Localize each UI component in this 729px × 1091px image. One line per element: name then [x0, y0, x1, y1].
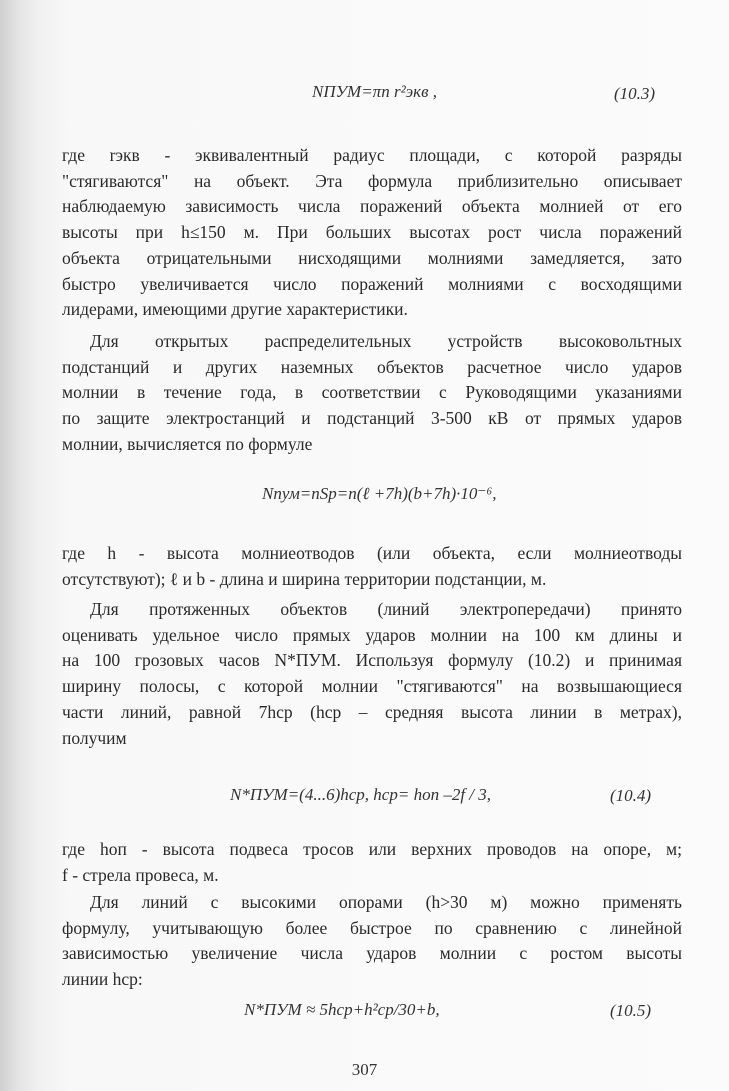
text-line: высоты при h≤150 м. При больших высотах рост числа поражений — [62, 222, 682, 243]
text-line: оценивать удельное число прямых ударов молнии на 100 км длины и — [62, 624, 682, 645]
text-line: лидерами, имеющими другие характеристики. — [62, 299, 408, 320]
text-line: части линий, равной 7hср (hср – средняя высота линии в метрах), — [62, 701, 682, 722]
text-line: ширину полосы, с которой молнии "стягиваются" на возвышающиеся — [62, 676, 682, 697]
equation-number-10-4: (10.4) — [610, 786, 652, 805]
text-line: наблюдаемую зависимость числа поражений объекта молнией от его — [62, 196, 682, 217]
text-line: Для протяженных объектов (линий электропередачи) принято — [90, 599, 682, 619]
text-line: формулу, учитывающую более быстрое по сравнению с линейной — [62, 917, 682, 938]
text-line: получим — [62, 727, 127, 748]
text-line: отсутствуют); ℓ и b - длина и ширина территории подстанции, м. — [62, 568, 547, 589]
text-line: зависимостью увеличение числа ударов молнии с ростом высоты — [62, 943, 682, 964]
text-line: где rэкв - эквивалентный радиус площади, с которой разряды — [62, 145, 682, 165]
text-line: Для открытых распределительных устройств высоковольтных — [90, 331, 682, 351]
formula-10-4: N*ПУМ=(4...6)hср, hср= hоп –2f / 3, — [230, 785, 492, 804]
text-line: молнии, вычисляется по формуле — [62, 433, 313, 454]
page-number: 307 — [351, 1060, 378, 1079]
equation-number-10-3: (10.3) — [614, 84, 656, 103]
paragraph-3 — [62, 541, 682, 592]
paragraph-4 — [62, 597, 682, 751]
text-line: быстро увеличивается число поражений молниями с восходящими — [62, 273, 682, 294]
text-line: на 100 грозовых часов N*ПУМ. Используя формулу (10.2) и принимая — [62, 650, 682, 671]
text-line: где h - высота молниеотводов (или объекта, если молниеотводы — [62, 543, 682, 563]
formula-10-3: NПУМ=πn r²экв , — [312, 82, 437, 101]
text-line: "стягиваются" на объект. Эта формула приблизительно описывает — [62, 170, 682, 191]
text-line: молнии в течение года, в соответствии с Руководящими указаниями — [62, 382, 682, 403]
text-line: Для линий с высокими опорами (h>30 м) можно применять — [90, 892, 682, 912]
text-line: линии hср: — [62, 969, 143, 990]
equation-number-10-5: (10.5) — [610, 1001, 652, 1020]
formula-strikes-substation: Nпум=nSp=n(ℓ +7h)(b+7h)·10⁻⁶, — [262, 484, 497, 503]
text-line: по защите электростанций и подстанций 3-500 кВ от прямых ударов — [62, 408, 682, 429]
paragraph-6 — [62, 890, 682, 993]
text-line: подстанций и других наземных объектов расчетное число ударов — [62, 356, 682, 377]
text-line: объекта отрицательными нисходящими молниями замедляется, зато — [62, 247, 682, 268]
formula-10-5: N*ПУМ ≈ 5hср+h²ср/30+b, — [244, 1000, 440, 1019]
text-line: где hоп - высота подвеса тросов или верхних проводов на опоре, м; — [62, 839, 682, 859]
text-line: f - стрела провеса, м. — [62, 864, 219, 885]
paragraph-1 — [62, 143, 682, 323]
paragraph-2 — [62, 329, 682, 458]
paragraph-5 — [62, 837, 682, 888]
